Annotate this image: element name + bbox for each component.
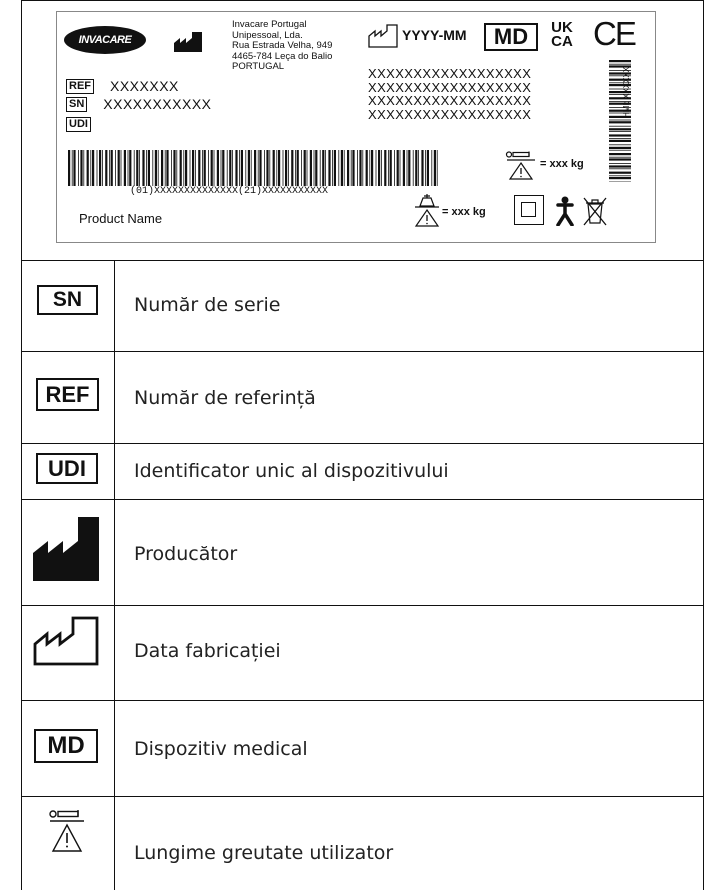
bed-weight-warning-icon xyxy=(505,151,537,181)
udi-data-block: XXXXXXXXXXXXXXXXXX XXXXXXXXXXXXXXXXXX XXXXXXXXXXXXXXXXXX XXXXXXXXXXXXXXXXXX xyxy=(368,66,532,122)
barcode-bar xyxy=(155,150,157,186)
barcode-bar xyxy=(609,134,631,136)
serial-number-symbol: SN xyxy=(37,285,98,315)
barcode-bar xyxy=(397,150,399,186)
barcode-bar xyxy=(609,172,631,174)
barcode-bar xyxy=(146,150,147,186)
barcode-bar xyxy=(83,150,84,186)
reference-number-symbol: REF xyxy=(36,378,99,411)
barcode-bar xyxy=(288,150,289,186)
barcode-bar xyxy=(415,150,417,186)
udi-tag: UDI xyxy=(66,117,91,132)
barcode-bar xyxy=(366,150,368,186)
barcode-bar xyxy=(431,150,432,186)
ref-tag: REF xyxy=(66,79,94,94)
barcode-bar xyxy=(152,150,153,186)
barcode-bar xyxy=(328,150,330,186)
barcode-bar xyxy=(185,150,187,186)
bed-weight-value: = xxx kg xyxy=(540,158,584,170)
manufacture-date: YYYY-MM xyxy=(402,27,467,43)
barcode-bar xyxy=(310,150,312,186)
ref-value: XXXXXXX xyxy=(110,78,179,94)
barcode-bar xyxy=(388,150,389,186)
barcode-bar xyxy=(609,126,631,127)
type-bf-icon xyxy=(553,196,577,226)
barcode-bar xyxy=(80,150,82,186)
class-ii-inner-square xyxy=(521,202,536,217)
barcode-bar xyxy=(381,150,382,186)
barcode-bar xyxy=(266,150,268,186)
barcode-bar xyxy=(68,150,70,186)
barcode-bar xyxy=(121,150,122,186)
ukca-mark: UK CA xyxy=(551,19,573,50)
barcode-bar xyxy=(129,150,131,186)
barcode-text: (01)XXXXXXXXXXXXXX(21)XXXXXXXXXXX xyxy=(130,186,329,197)
medical-device-description: Dispozitiv medical xyxy=(134,738,308,760)
barcode-bar xyxy=(276,150,277,186)
barcode-bar xyxy=(232,150,233,186)
barcode-bar xyxy=(161,150,163,186)
barcode-bar xyxy=(362,150,363,186)
barcode-bar xyxy=(334,150,336,186)
barcode-bar xyxy=(136,150,138,186)
barcode-bar xyxy=(239,150,240,186)
barcode-bar xyxy=(394,150,395,186)
barcode-bar xyxy=(609,165,631,167)
barcode-bar xyxy=(437,150,438,186)
reference-number-description: Număr de referință xyxy=(134,387,316,409)
row-divider xyxy=(21,605,704,606)
barcode-bar xyxy=(171,150,172,186)
barcode-bar xyxy=(369,150,370,186)
ce-mark: CE xyxy=(593,15,635,52)
barcode-bar xyxy=(371,150,373,186)
barcode-bar xyxy=(142,150,144,186)
barcode-bar xyxy=(180,150,182,186)
barcode-bar xyxy=(351,150,352,186)
barcode-bar xyxy=(264,150,265,186)
barcode-bar xyxy=(307,150,308,186)
product-name: Product Name xyxy=(79,211,163,226)
barcode-bar xyxy=(418,150,419,186)
barcode-bar xyxy=(166,150,168,186)
row-divider xyxy=(21,260,704,261)
barcode-bar xyxy=(352,150,354,186)
barcode-bar xyxy=(609,128,631,130)
invacare-logo: INVACARE xyxy=(64,26,146,54)
barcode-bar xyxy=(609,168,631,169)
row-divider xyxy=(21,499,704,500)
row-divider xyxy=(21,443,704,444)
barcode-bar xyxy=(211,150,213,186)
barcode-bar xyxy=(325,150,326,186)
barcode-bar xyxy=(403,150,405,186)
barcode-bar xyxy=(214,150,215,186)
barcode-bar xyxy=(222,150,224,186)
barcode-bar xyxy=(390,150,392,186)
manufacture-date-description: Data fabricației xyxy=(134,640,281,662)
barcode-bar xyxy=(139,150,140,186)
barcode-bar xyxy=(111,150,113,186)
barcode-bar xyxy=(128,150,129,186)
barcode-bar xyxy=(183,150,184,186)
row-divider xyxy=(21,796,704,797)
barcode-bar xyxy=(421,150,423,186)
barcode-bar xyxy=(304,150,306,186)
barcode-bar xyxy=(609,158,631,160)
serial-number-description: Număr de serie xyxy=(134,294,281,316)
lift-weight-value: = xxx kg xyxy=(442,206,486,218)
barcode-bar xyxy=(322,150,324,186)
barcode-bar xyxy=(315,150,317,186)
barcode-bar xyxy=(425,150,426,186)
barcode-bar xyxy=(208,150,209,186)
barcode-bar xyxy=(359,150,361,186)
manufacture-date-icon xyxy=(368,24,398,48)
medical-device-symbol: MD xyxy=(34,729,98,763)
barcode-bar xyxy=(195,150,196,186)
barcode-bar xyxy=(434,150,436,186)
barcode-bar xyxy=(227,150,228,186)
barcode-bar xyxy=(609,121,631,123)
barcode-bar xyxy=(609,120,631,121)
barcode-bar xyxy=(408,150,410,186)
barcode-bar xyxy=(285,150,287,186)
barcode-bar xyxy=(134,150,135,186)
barcode-bar xyxy=(124,150,126,186)
barcode-bar xyxy=(221,150,222,186)
barcode-bar xyxy=(297,150,299,186)
bed-weight-warning-icon xyxy=(48,809,86,855)
barcode-bar xyxy=(99,150,101,186)
class-ii-icon xyxy=(514,195,544,225)
sn-tag: SN xyxy=(66,97,87,112)
barcode-bar xyxy=(609,157,631,158)
barcode-bar xyxy=(109,150,110,186)
barcode-bar xyxy=(241,150,243,186)
barcode-bar xyxy=(609,150,631,151)
barcode-bar xyxy=(259,150,261,186)
barcode-bar xyxy=(92,150,94,186)
udi-symbol: UDI xyxy=(36,453,98,484)
barcode-bar xyxy=(609,175,631,176)
row-divider xyxy=(21,351,704,352)
barcode-bar xyxy=(105,150,107,186)
barcode-bar xyxy=(609,64,631,65)
row-divider xyxy=(21,700,704,701)
barcode-bar xyxy=(229,150,231,186)
barcode-bar xyxy=(165,150,166,186)
barcode-bar xyxy=(341,150,343,186)
barcode-bar xyxy=(176,150,177,186)
barcode-bar xyxy=(384,150,386,186)
barcode-bar xyxy=(338,150,339,186)
barcode-bar xyxy=(291,150,293,186)
barcode-bar xyxy=(609,131,631,132)
barcode-bar xyxy=(248,150,250,186)
barcode-bar xyxy=(413,150,414,186)
barcode-bar xyxy=(97,150,98,186)
barcode-bar xyxy=(609,144,631,145)
udi-description: Identificator unic al dispozitivului xyxy=(134,460,449,482)
barcode-bar xyxy=(173,150,175,186)
barcode-bar xyxy=(251,150,252,186)
barcode-bar xyxy=(609,163,631,164)
factory-icon xyxy=(33,517,99,581)
barcode-bar xyxy=(609,138,631,139)
barcode-bar xyxy=(245,150,246,186)
barcode-bar xyxy=(202,150,203,186)
barcode-bar xyxy=(217,150,219,186)
barcode-bar xyxy=(72,150,73,186)
hmi-text: HMI: XXXXXX xyxy=(622,66,631,118)
barcode-bar xyxy=(90,150,91,186)
barcode-bar xyxy=(204,150,206,186)
barcode-bar xyxy=(400,150,401,186)
sn-field xyxy=(66,96,212,112)
barcode-bar xyxy=(609,147,631,149)
barcode-bar xyxy=(115,150,116,186)
lift-weight-warning-icon xyxy=(413,192,441,228)
barcode-bar xyxy=(609,177,631,179)
manufacturer-description: Producător xyxy=(134,543,238,565)
barcode-bar xyxy=(344,150,345,186)
barcode-bar xyxy=(301,150,302,186)
udi-field xyxy=(66,117,91,132)
barcode-bar xyxy=(378,150,380,186)
barcode-bar xyxy=(609,140,631,142)
ref-field xyxy=(66,78,179,94)
barcode-bar xyxy=(73,150,75,186)
barcode-bar xyxy=(190,150,191,186)
barcode-bar xyxy=(407,150,408,186)
user-weight-description: Lungime greutate utilizator xyxy=(134,842,394,864)
barcode-bar xyxy=(427,150,429,186)
barcode xyxy=(68,150,440,186)
weee-bin-icon xyxy=(582,196,608,226)
barcode-bar xyxy=(148,150,150,186)
barcode-bar xyxy=(314,150,315,186)
barcode-bar xyxy=(283,150,284,186)
barcode-bar xyxy=(609,60,631,62)
barcode-bar xyxy=(198,150,200,186)
barcode-bar xyxy=(118,150,120,186)
barcode-bar xyxy=(192,150,194,186)
barcode-bar xyxy=(87,150,89,186)
table-top-border xyxy=(21,0,704,1)
barcode-bar xyxy=(332,150,333,186)
manufacture-date-icon xyxy=(33,616,99,666)
md-mark: MD xyxy=(484,23,538,51)
column-divider xyxy=(114,260,115,890)
sn-value: XXXXXXXXXXX xyxy=(103,96,212,112)
barcode-bar xyxy=(254,150,256,186)
barcode-bar xyxy=(258,150,259,186)
barcode-bar xyxy=(278,150,280,186)
barcode-bar xyxy=(320,150,321,186)
barcode-bar xyxy=(78,150,79,186)
barcode-bar xyxy=(347,150,349,186)
barcode-bar xyxy=(235,150,237,186)
barcode-bar xyxy=(609,153,631,155)
factory-icon xyxy=(174,32,202,52)
barcode-bar xyxy=(376,150,377,186)
barcode-bar xyxy=(269,150,270,186)
barcode-bar xyxy=(158,150,159,186)
manufacturer-address: Invacare Portugal Unipessoal, Lda. Rua Estrada Velha, 949 4465-784 Leça do Balio PORTUGAL xyxy=(232,19,333,72)
barcode-bar xyxy=(273,150,275,186)
barcode-bar xyxy=(295,150,296,186)
barcode-bar xyxy=(357,150,358,186)
barcode-bar xyxy=(102,150,103,186)
